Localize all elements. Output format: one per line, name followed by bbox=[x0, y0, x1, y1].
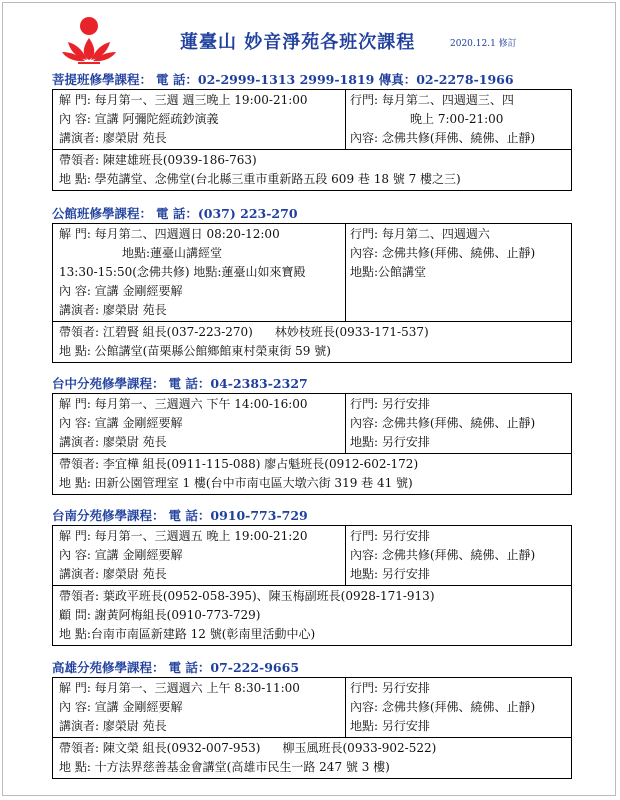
revision-date: 2020.12.1 修訂 bbox=[450, 39, 517, 49]
leader-cell bbox=[53, 453, 571, 494]
content-line: 內 容: 宣講 阿彌陀經疏鈔演義 bbox=[59, 112, 219, 126]
section-name: 台南分苑修學課程： bbox=[52, 508, 165, 523]
advisor-line: 顧 問: 謝黃阿梅組長(0910-773-729) bbox=[59, 608, 261, 622]
teaching-cell bbox=[53, 224, 346, 321]
section-puti bbox=[52, 71, 572, 191]
teaching-cell bbox=[53, 678, 346, 737]
practice-content-line: 內容: 念佛共修(拜佛、繞佛、止靜) bbox=[350, 700, 536, 714]
section-heading bbox=[52, 375, 572, 393]
leader-cell bbox=[53, 585, 571, 645]
location-line: 地 點: 學苑講堂、念佛堂(台北縣三重市重新路五段 609 巷 18 號 7 樓之三) bbox=[59, 172, 461, 186]
section-name: 菩提班修學課程： bbox=[52, 72, 153, 87]
schedule-line: 解 門: 每月第一、三週週五 晚上 19:00-21:20 bbox=[59, 529, 308, 543]
location-line: 地 點:台南市南區新建路 12 號(彰南里活動中心) bbox=[59, 627, 316, 641]
practice-cell bbox=[346, 394, 571, 453]
practice-cell bbox=[346, 224, 571, 321]
leader-cell bbox=[53, 321, 571, 362]
schedule-line-2: 13:30-15:50(念佛共修) 地點:蓮臺山如來寶殿 bbox=[59, 265, 306, 279]
leader-line: 帶領者: 江碧賢 組長(037-223-270) bbox=[59, 325, 253, 339]
venue-line: 地點:蓮臺山講經堂 bbox=[122, 246, 223, 260]
lecturer-line: 講演者: 廖榮尉 苑長 bbox=[59, 303, 167, 317]
section-phone: 電 話：07-222-9665 bbox=[168, 660, 300, 675]
schedule-line: 解 門: 每月第一、三週週六 上午 8:30-11:00 bbox=[59, 681, 300, 695]
course-table bbox=[52, 223, 572, 363]
page-header bbox=[0, 0, 620, 70]
section-name: 公館班修學課程： bbox=[52, 206, 153, 221]
leader-cell bbox=[53, 737, 571, 778]
course-table bbox=[52, 677, 572, 779]
content-line: 內 容: 宣講 金剛經要解 bbox=[59, 284, 183, 298]
lotus-logo-icon bbox=[60, 8, 118, 66]
location-line: 地 點: 十方法界慈善基金會講堂(高雄市民生一路 247 號 3 樓) bbox=[59, 760, 390, 774]
practice-line: 行門: 另行安排 bbox=[350, 681, 430, 695]
section-heading bbox=[52, 71, 572, 89]
lecturer-line: 講演者: 廖榮尉 苑長 bbox=[59, 719, 167, 733]
section-phone: 電 話：02-2999-1313 2999-1819 傳真：02-2278-1966 bbox=[156, 72, 514, 87]
section-name: 台中分苑修學課程： bbox=[52, 376, 165, 391]
section-phone: 電 話：04-2383-2327 bbox=[168, 376, 308, 391]
practice-time-line: 晚上 7:00-21:00 bbox=[410, 112, 504, 126]
content-line: 內 容: 宣講 金剛經要解 bbox=[59, 700, 183, 714]
practice-content-line: 內容: 念佛共修(拜佛、繞佛、止靜) bbox=[350, 416, 536, 430]
location-line: 地 點: 公館講堂(苗栗縣公館鄉館東村榮東街 59 號) bbox=[59, 344, 331, 358]
practice-venue-line: 地點: 另行安排 bbox=[350, 719, 430, 733]
section-taichung bbox=[52, 375, 572, 495]
practice-content-line: 內容: 念佛共修(拜佛、繞佛、止靜) bbox=[350, 131, 536, 145]
leader-line: 帶領者: 葉政平班長(0952-058-395)、陳玉梅副班長(0928-171-913) bbox=[59, 589, 435, 603]
section-heading bbox=[52, 205, 572, 223]
lecturer-line: 講演者: 廖榮尉 苑長 bbox=[59, 131, 167, 145]
practice-venue-line: 地點: 另行安排 bbox=[350, 435, 430, 449]
lecturer-line: 講演者: 廖榮尉 苑長 bbox=[59, 567, 167, 581]
leader-cell bbox=[53, 149, 571, 190]
leader-line-2: 林妙枝班長(0933-171-537) bbox=[274, 325, 429, 339]
schedule-line: 解 門: 每月第一、三週 週三晚上 19:00-21:00 bbox=[59, 93, 308, 107]
practice-content-line: 內容: 念佛共修(拜佛、繞佛、止靜) bbox=[350, 246, 536, 260]
section-tainan bbox=[52, 507, 572, 646]
teaching-cell bbox=[53, 90, 346, 149]
section-gongguan bbox=[52, 205, 572, 363]
section-phone: 電 話：0910-773-729 bbox=[168, 508, 308, 523]
course-table bbox=[52, 525, 572, 646]
page-title: 蓮臺山 妙音淨苑各班次課程 bbox=[180, 32, 416, 53]
content-line: 內 容: 宣講 金剛經要解 bbox=[59, 548, 183, 562]
practice-line: 行門: 另行安排 bbox=[350, 397, 430, 411]
practice-cell bbox=[346, 90, 571, 149]
practice-line: 行門: 每月第二、四週週三、四 bbox=[350, 93, 514, 107]
leader-line: 帶領者: 陳建雄班長(0939-186-763) bbox=[59, 153, 257, 167]
practice-cell bbox=[346, 526, 571, 585]
content-line: 內 容: 宣講 金剛經要解 bbox=[59, 416, 183, 430]
course-table bbox=[52, 89, 572, 191]
location-line: 地 點: 田新公園管理室 1 樓(台中市南屯區大墩六街 319 巷 41 號) bbox=[59, 476, 413, 490]
leader-line: 帶領者: 李宜樺 組長(0911-115-088) 廖占魁班長(0912-602-172) bbox=[59, 457, 419, 471]
section-phone: 電 話：(037) 223-270 bbox=[156, 206, 298, 221]
section-kaohsiung bbox=[52, 659, 572, 779]
teaching-cell bbox=[53, 394, 346, 453]
section-heading bbox=[52, 507, 572, 525]
lecturer-line: 講演者: 廖榮尉 苑長 bbox=[59, 435, 167, 449]
practice-content-line: 內容: 念佛共修(拜佛、繞佛、止靜) bbox=[350, 548, 536, 562]
schedule-line: 解 門: 每月第一、三週週六 下午 14:00-16:00 bbox=[59, 397, 308, 411]
practice-line: 行門: 另行安排 bbox=[350, 529, 430, 543]
practice-venue-line: 地點:公館講堂 bbox=[350, 265, 427, 279]
schedule-line: 解 門: 每月第二、四週週日 08:20-12:00 bbox=[59, 227, 280, 241]
section-heading bbox=[52, 659, 572, 677]
section-name: 高雄分苑修學課程： bbox=[52, 660, 165, 675]
teaching-cell bbox=[53, 526, 346, 585]
practice-venue-line: 地點: 另行安排 bbox=[350, 567, 430, 581]
practice-cell bbox=[346, 678, 571, 737]
leader-line-2: 柳玉風班長(0933-902-522) bbox=[282, 741, 437, 755]
course-table bbox=[52, 393, 572, 495]
practice-line: 行門: 每月第二、四週週六 bbox=[350, 227, 490, 241]
leader-line: 帶領者: 陳文榮 組長(0932-007-953) bbox=[59, 741, 261, 755]
